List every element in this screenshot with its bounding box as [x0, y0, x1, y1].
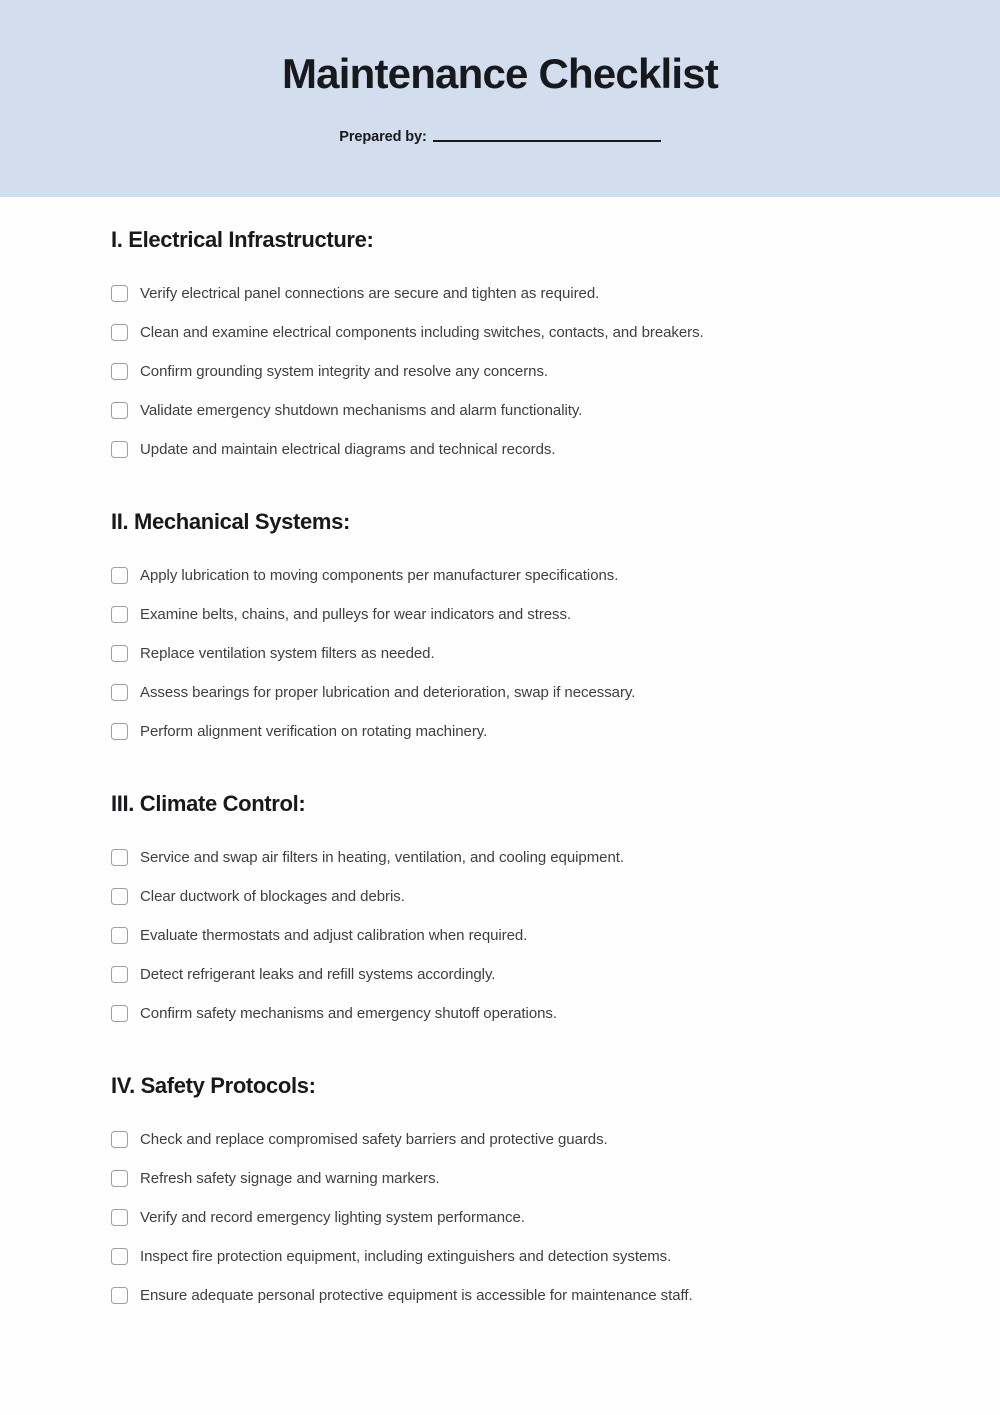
list-item[interactable] [111, 994, 940, 1033]
checkbox-icon[interactable] [111, 285, 128, 302]
checkbox-icon[interactable] [111, 363, 128, 380]
list-item-label: Examine belts, chains, and pulleys for wear indicators and stress. [140, 605, 572, 623]
list-item[interactable] [111, 955, 940, 994]
checkbox-icon[interactable] [111, 723, 128, 740]
list-item-label: Replace ventilation system filters as needed. [140, 644, 435, 662]
section-heading: II. Mechanical Systems: [111, 509, 350, 534]
checklist-items [111, 254, 940, 469]
checkbox-icon[interactable] [111, 1131, 128, 1148]
list-item-label: Apply lubrication to moving components per manufacturer specifications. [140, 566, 619, 584]
list-item-label: Service and swap air filters in heating, ventilation, and cooling equipment. [140, 848, 624, 866]
checklist-body [0, 197, 1000, 1315]
section-mechanical-systems [0, 469, 1000, 751]
list-item[interactable] [111, 838, 940, 877]
section-heading: I. Electrical Infrastructure: [111, 227, 374, 252]
section-electrical-infrastructure [0, 197, 1000, 469]
prepared-by-input[interactable] [433, 140, 661, 142]
list-item-label: Verify electrical panel connections are secure and tighten as required. [140, 284, 600, 302]
prepared-by-label: Prepared by: [339, 129, 427, 145]
checkbox-icon[interactable] [111, 966, 128, 983]
list-item-label: Confirm safety mechanisms and emergency shutoff operations. [140, 1004, 557, 1022]
list-item[interactable] [111, 1276, 940, 1315]
list-item[interactable] [111, 556, 940, 595]
list-item[interactable] [111, 595, 940, 634]
list-item[interactable] [111, 634, 940, 673]
list-item[interactable] [111, 313, 940, 352]
list-item[interactable] [111, 274, 940, 313]
checkbox-icon[interactable] [111, 1209, 128, 1226]
list-item-label: Confirm grounding system integrity and resolve any concerns. [140, 362, 549, 380]
checkbox-icon[interactable] [111, 888, 128, 905]
document-header [0, 0, 1000, 197]
checkbox-icon[interactable] [111, 1287, 128, 1304]
list-item[interactable] [111, 673, 940, 712]
list-item[interactable] [111, 1120, 940, 1159]
list-item-label: Detect refrigerant leaks and refill systems accordingly. [140, 965, 496, 983]
list-item-label: Update and maintain electrical diagrams and technical records. [140, 440, 556, 458]
checkbox-icon[interactable] [111, 1170, 128, 1187]
checkbox-icon[interactable] [111, 849, 128, 866]
list-item[interactable] [111, 1159, 940, 1198]
checkbox-icon[interactable] [111, 927, 128, 944]
checkbox-icon[interactable] [111, 441, 128, 458]
checkbox-icon[interactable] [111, 684, 128, 701]
list-item-label: Evaluate thermostats and adjust calibration when required. [140, 926, 528, 944]
list-item[interactable] [111, 1198, 940, 1237]
checkbox-icon[interactable] [111, 606, 128, 623]
checklist-items [111, 536, 940, 751]
list-item[interactable] [111, 430, 940, 469]
checkbox-icon[interactable] [111, 1005, 128, 1022]
list-item[interactable] [111, 1237, 940, 1276]
list-item-label: Check and replace compromised safety barriers and protective guards. [140, 1130, 608, 1148]
list-item[interactable] [111, 391, 940, 430]
list-item-label: Inspect fire protection equipment, including extinguishers and detection systems. [140, 1247, 672, 1265]
section-climate-control [0, 751, 1000, 1033]
checklist-items [111, 1100, 940, 1315]
checkbox-icon[interactable] [111, 645, 128, 662]
page-title: Maintenance Checklist [281, 50, 718, 97]
checklist-items [111, 818, 940, 1033]
checkbox-icon[interactable] [111, 402, 128, 419]
checkbox-icon[interactable] [111, 324, 128, 341]
list-item[interactable] [111, 877, 940, 916]
section-heading: IV. Safety Protocols: [111, 1073, 316, 1098]
list-item-label: Validate emergency shutdown mechanisms and alarm functionality. [140, 401, 583, 419]
section-heading: III. Climate Control: [111, 791, 306, 816]
list-item[interactable] [111, 712, 940, 751]
checkbox-icon[interactable] [111, 567, 128, 584]
list-item-label: Clear ductwork of blockages and debris. [140, 887, 405, 905]
list-item[interactable] [111, 352, 940, 391]
list-item-label: Verify and record emergency lighting system performance. [140, 1208, 525, 1226]
prepared-by-row [0, 128, 1000, 146]
section-safety-protocols [0, 1033, 1000, 1315]
list-item[interactable] [111, 916, 940, 955]
list-item-label: Clean and examine electrical components including switches, contacts, and breakers. [140, 323, 704, 341]
list-item-label: Refresh safety signage and warning markers. [140, 1169, 440, 1187]
list-item-label: Assess bearings for proper lubrication and deterioration, swap if necessary. [140, 683, 636, 701]
list-item-label: Perform alignment verification on rotating machinery. [140, 722, 488, 740]
checkbox-icon[interactable] [111, 1248, 128, 1265]
list-item-label: Ensure adequate personal protective equipment is accessible for maintenance staff. [140, 1286, 693, 1304]
